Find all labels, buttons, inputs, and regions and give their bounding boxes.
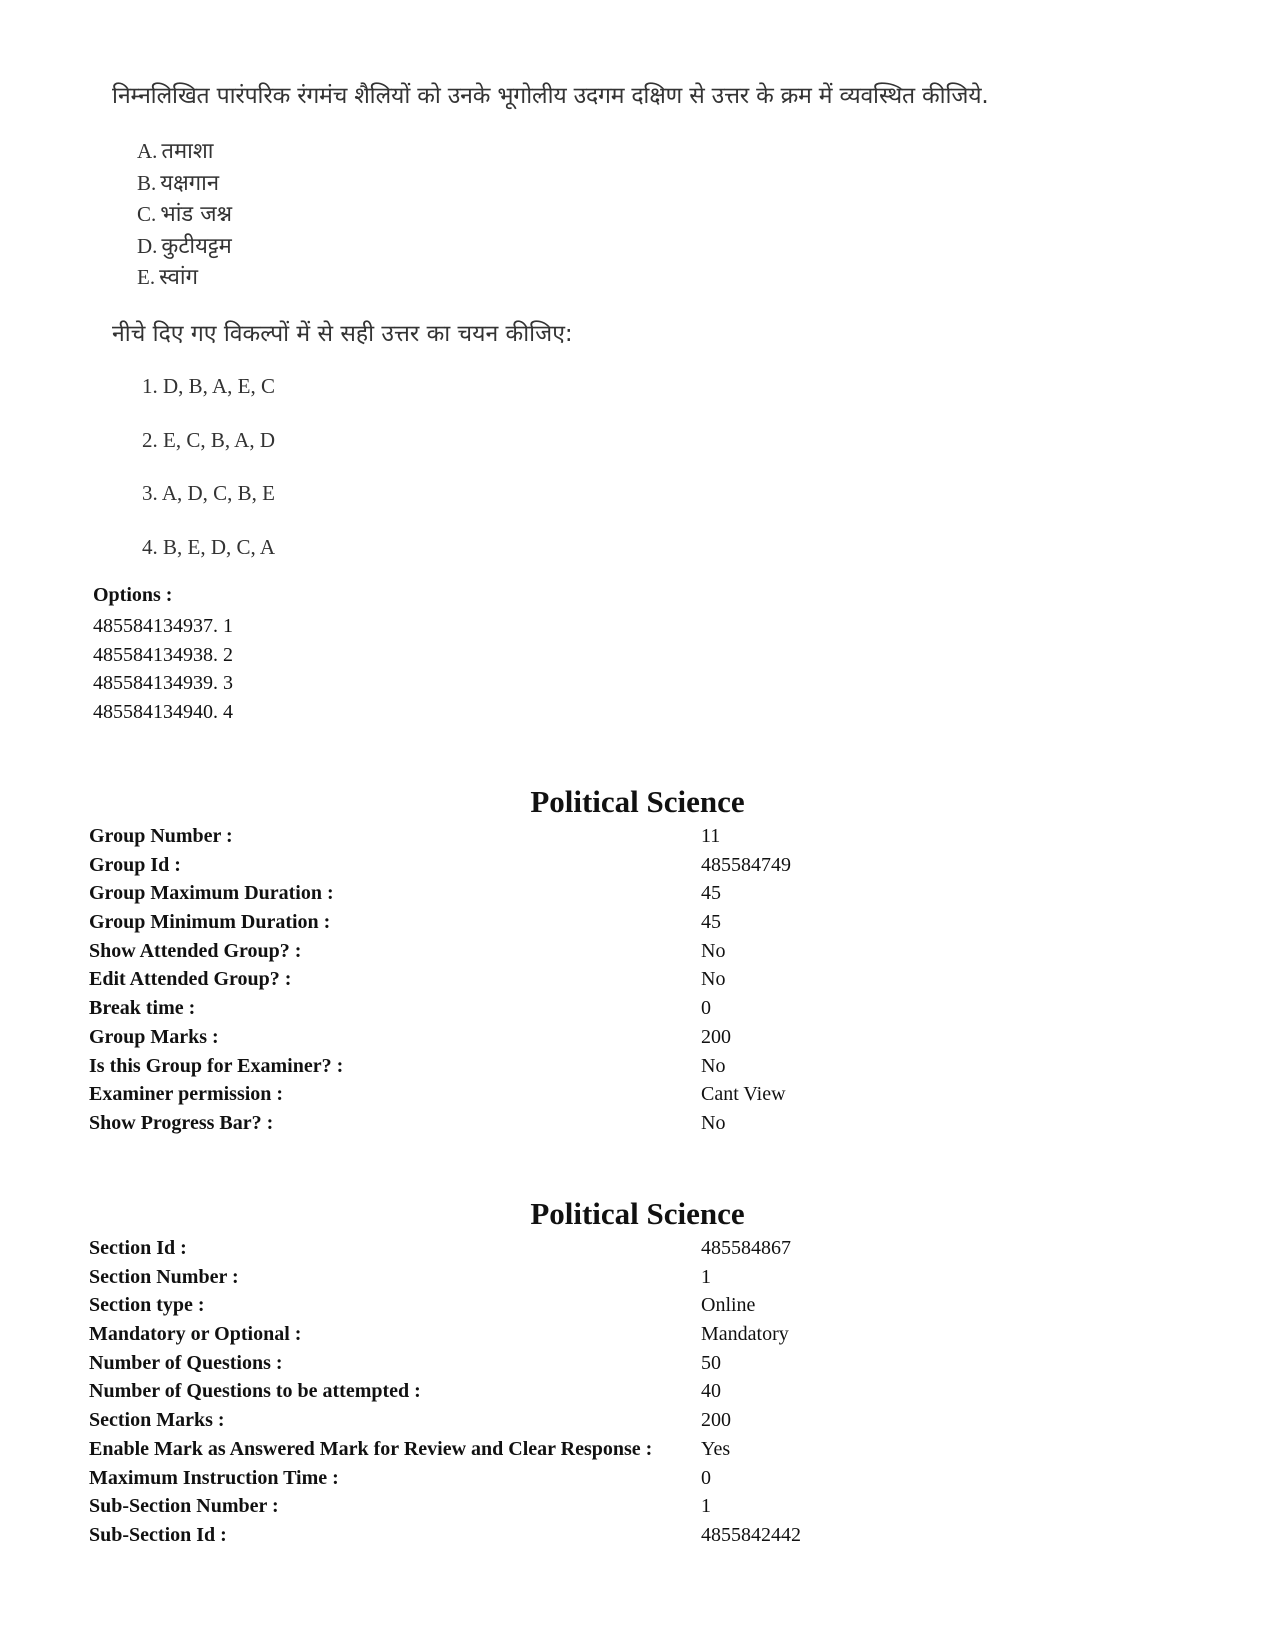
field-label: Section Number : — [89, 1265, 239, 1288]
field-value: 50 — [701, 1351, 721, 1374]
group-row — [89, 851, 1189, 880]
field-label: Group Maximum Duration : — [89, 882, 334, 905]
answer-choice: 1. D, B, A, E, C — [142, 374, 276, 398]
group-row — [89, 1109, 1189, 1138]
field-label: Break time : — [89, 997, 196, 1020]
field-label: Mandatory or Optional : — [89, 1323, 302, 1346]
item-text: कुटीयट्टम — [161, 233, 232, 259]
answer-choices — [142, 372, 275, 586]
section-title: Political Science — [530, 1196, 745, 1231]
field-label: Show Progress Bar? : — [89, 1111, 274, 1134]
option-item: 485584134939. 3 — [93, 672, 233, 695]
question-instruction: नीचे दिए गए विकल्पों में से सही उत्तर का चयन कीजिए: — [112, 321, 573, 347]
field-label: Edit Attended Group? : — [89, 968, 292, 991]
section-row — [89, 1464, 1189, 1493]
field-value: 200 — [701, 1409, 731, 1432]
group-row — [89, 879, 1189, 908]
options-heading: Options : — [93, 584, 173, 606]
field-value: 45 — [701, 911, 721, 934]
field-label: Enable Mark as Answered Mark for Review and Clear Response : — [89, 1437, 653, 1460]
section-row — [89, 1291, 1189, 1320]
field-label: Section Marks : — [89, 1409, 225, 1432]
field-value: No — [701, 1111, 726, 1134]
group-row — [89, 994, 1189, 1023]
section-row — [89, 1406, 1189, 1435]
group-row — [89, 822, 1189, 851]
answer-choice: 4. B, E, D, C, A — [142, 534, 276, 559]
field-label: Group Number : — [89, 825, 233, 847]
section-row — [89, 1521, 1189, 1550]
question-item — [137, 262, 232, 294]
item-letter: D. — [137, 233, 158, 258]
question-item — [137, 231, 232, 263]
field-value: 1 — [701, 1495, 711, 1518]
field-value: No — [701, 939, 726, 962]
answer-choice: 3. A, D, C, B, E — [142, 481, 276, 505]
question-item — [137, 168, 232, 200]
option-item: 485584134937. 1 — [93, 615, 233, 637]
field-value: Online — [701, 1294, 756, 1317]
item-text: यक्षगान — [160, 170, 220, 196]
section-row — [89, 1320, 1189, 1349]
field-label: Section Id : — [89, 1237, 187, 1259]
item-letter: E. — [137, 265, 156, 289]
group-row — [89, 1080, 1189, 1109]
field-label: Group Marks : — [89, 1025, 219, 1048]
section-row — [89, 1435, 1189, 1464]
field-value: Yes — [701, 1437, 731, 1460]
section-row — [89, 1263, 1189, 1292]
item-text: भांड जश्न — [160, 202, 233, 227]
field-value: 1 — [701, 1265, 711, 1288]
field-value: 40 — [701, 1380, 721, 1403]
field-value: 485584867 — [701, 1237, 791, 1259]
field-label: Group Minimum Duration : — [89, 911, 331, 934]
field-label: Is this Group for Examiner? : — [89, 1054, 344, 1077]
field-value: No — [701, 1054, 726, 1077]
option-item: 485584134938. 2 — [93, 643, 233, 666]
field-label: Number of Questions to be attempted : — [89, 1380, 421, 1403]
question-stem: निम्नलिखित पारंपरिक रंगमंच शैलियों को उनके भूगोलीय उदगम दक्षिण से उत्तर के क्रम में व्यवस्थित कीजिये. — [112, 83, 989, 109]
field-value: 0 — [701, 997, 711, 1020]
group-details — [89, 822, 1189, 1138]
field-label: Group Id : — [89, 853, 181, 876]
field-value: Mandatory — [701, 1323, 789, 1346]
field-label: Maximum Instruction Time : — [89, 1466, 339, 1489]
field-label: Section type : — [89, 1294, 205, 1317]
item-letter: A. — [137, 139, 158, 163]
field-label: Show Attended Group? : — [89, 939, 302, 962]
field-value: 4855842442 — [701, 1523, 801, 1546]
field-value: 200 — [701, 1025, 731, 1048]
group-row — [89, 965, 1189, 994]
field-value: 0 — [701, 1466, 711, 1489]
group-title: Political Science — [530, 784, 745, 819]
section-row — [89, 1234, 1189, 1263]
group-row — [89, 908, 1189, 937]
field-label: Sub-Section Id : — [89, 1523, 227, 1546]
field-label: Number of Questions : — [89, 1351, 283, 1374]
item-letter: C. — [137, 202, 157, 226]
options-list — [93, 612, 233, 727]
item-text: स्वांग — [159, 265, 198, 290]
option-item: 485584134940. 4 — [93, 701, 233, 724]
field-value: 485584749 — [701, 853, 791, 876]
item-text: तमाशा — [161, 139, 214, 164]
section-row — [89, 1492, 1189, 1521]
field-value: 11 — [701, 825, 721, 847]
field-value: Cant View — [701, 1083, 786, 1106]
field-label: Sub-Section Number : — [89, 1495, 279, 1518]
question-item — [137, 199, 232, 231]
item-letter: B. — [137, 170, 157, 195]
group-row — [89, 1052, 1189, 1081]
section-details — [89, 1234, 1189, 1550]
field-label: Examiner permission : — [89, 1083, 284, 1106]
answer-choice: 2. E, C, B, A, D — [142, 427, 276, 452]
group-row — [89, 937, 1189, 966]
section-row — [89, 1377, 1189, 1406]
section-row — [89, 1349, 1189, 1378]
group-row — [89, 1023, 1189, 1052]
field-value: No — [701, 968, 726, 991]
field-value: 45 — [701, 882, 721, 905]
question-item — [137, 136, 232, 168]
question-items — [137, 136, 232, 294]
